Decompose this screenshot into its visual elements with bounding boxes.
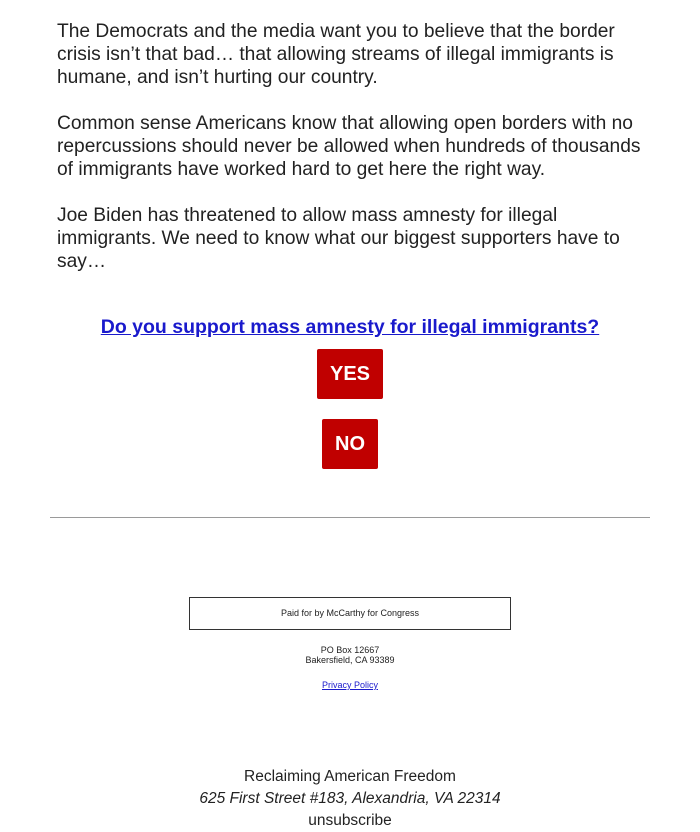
body-paragraph-2: Common sense Americans know that allowing open borders with no repercussions should never be allowed when hundreds of thousands of immigrants have worked hard to get here the right way.	[57, 113, 641, 180]
footer-organization: Reclaiming American Freedom	[244, 768, 456, 785]
mailing-address	[0, 645, 700, 665]
paid-for-disclaimer: Paid for by McCarthy for Congress	[189, 597, 511, 630]
privacy-policy	[0, 680, 700, 690]
address-line-1: PO Box 12667	[320, 645, 380, 655]
body-paragraph-1: The Democrats and the media want you to believe that the border crisis isn’t that bad… that allowing streams of illegal immigrants is humane, and isn’t hurting our country.	[57, 21, 615, 88]
footer	[0, 766, 700, 832]
divider	[50, 517, 650, 518]
no-button[interactable]: NO	[322, 419, 378, 469]
poll-question	[0, 315, 700, 339]
address-line-2: Bakersfield, CA 93389	[305, 655, 395, 665]
privacy-policy-link[interactable]: Privacy Policy	[321, 680, 378, 690]
yes-button[interactable]: YES	[317, 349, 383, 399]
footer-street-address: 625 First Street #183, Alexandria, VA 22314	[199, 790, 501, 807]
unsubscribe-link[interactable]: unsubscribe	[308, 812, 392, 829]
poll-question-link[interactable]: Do you support mass amnesty for illegal immigrants?	[100, 316, 600, 338]
email-body	[57, 20, 657, 296]
body-paragraph-3: Joe Biden has threatened to allow mass amnesty for illegal immigrants. We need to know what our biggest supporters have to say…	[57, 205, 620, 272]
